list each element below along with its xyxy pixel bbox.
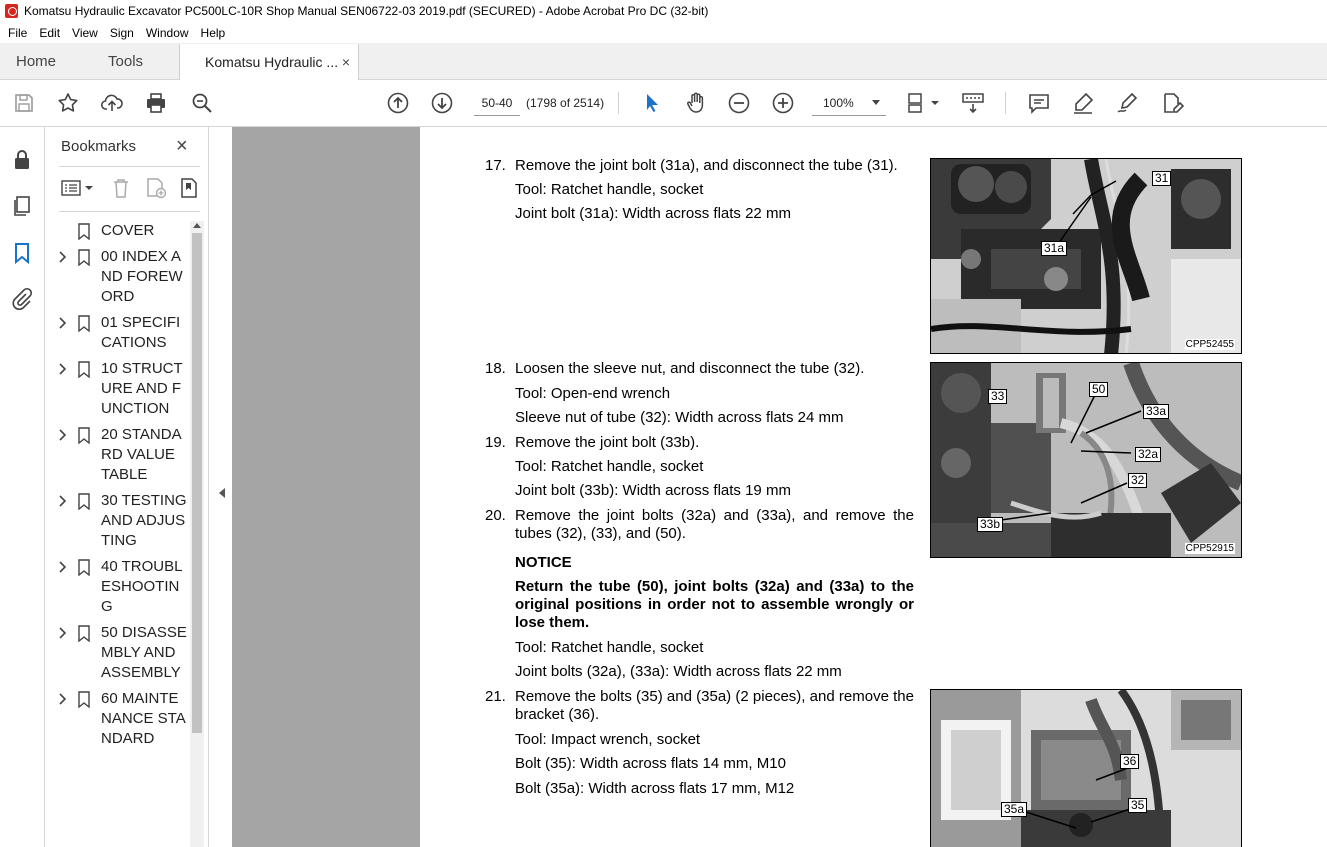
step-18-number: 18. [485, 360, 506, 377]
acrobat-app-icon [5, 4, 18, 18]
divider [59, 166, 200, 167]
toolbar-separator [618, 92, 619, 114]
collapse-panel-icon[interactable] [219, 488, 225, 498]
bookmark-item[interactable] [45, 557, 190, 617]
chevron-right-icon[interactable] [57, 249, 69, 265]
step-17-tool: Tool: Ratchet handle, socket [515, 181, 704, 198]
menu-file[interactable]: File [8, 25, 28, 40]
menu-window[interactable]: Window [145, 25, 189, 40]
chevron-right-icon[interactable] [57, 361, 69, 377]
menu-edit[interactable]: Edit [39, 25, 61, 40]
select-cursor-icon[interactable] [640, 91, 664, 115]
left-nav-rail [0, 127, 45, 847]
next-page-icon[interactable] [430, 91, 454, 115]
callout-32: 32 [1128, 473, 1147, 488]
machine-photo-illustration [931, 690, 1242, 847]
bookmark-item[interactable] [45, 359, 190, 419]
tab-document-label: Komatsu Hydraulic ... [205, 54, 339, 70]
bookmark-ribbon-icon [77, 559, 91, 576]
step-18-tool: Tool: Open-end wrench [515, 385, 671, 402]
bookmarks-title: Bookmarks [61, 138, 137, 155]
bookmark-item[interactable] [45, 689, 190, 749]
bookmark-ribbon-icon [77, 361, 91, 378]
zoom-out-icon[interactable] [727, 91, 751, 115]
tab-bar [0, 43, 1327, 80]
bookmarks-toolbar [59, 175, 204, 201]
step-17-spec: Joint bolt (31a): Width across flats 22 mm [515, 205, 791, 222]
find-bookmark-icon[interactable] [179, 177, 199, 199]
zoom-level-select[interactable] [812, 90, 886, 116]
main-toolbar [0, 80, 1327, 127]
comment-icon[interactable] [1027, 91, 1051, 115]
toolbar-separator [1005, 92, 1006, 114]
pages-thumbnail-icon[interactable] [10, 194, 34, 218]
tab-document[interactable] [179, 44, 359, 80]
bookmark-label: 10 STRUCTURE AND FUNCTION [101, 360, 183, 417]
highlight-pen-icon[interactable] [1071, 91, 1095, 115]
tab-tools[interactable]: Tools [108, 52, 144, 70]
machine-photo-illustration [931, 159, 1242, 354]
page-count: (1798 of 2514) [526, 96, 605, 110]
step-21-spec-2: Bolt (35a): Width across flats 17 mm, M12 [515, 780, 795, 797]
bookmark-ribbon-icon [77, 315, 91, 332]
tab-home[interactable]: Home [16, 52, 57, 70]
bookmark-ribbon-icon [77, 493, 91, 510]
callout-35: 35 [1128, 798, 1147, 813]
chevron-right-icon[interactable] [57, 625, 69, 641]
bookmark-item[interactable] [45, 491, 190, 551]
bookmarks-close-icon[interactable]: × [176, 135, 188, 157]
chevron-down-icon [872, 100, 880, 105]
step-18-text: Loosen the sleeve nut, and disconnect the tube (32). [515, 360, 865, 377]
save-icon[interactable] [12, 91, 36, 115]
callout-33b: 33b [977, 517, 1003, 532]
bookmark-label: COVER [101, 222, 155, 239]
bookmark-ribbon-icon [77, 223, 91, 240]
bookmark-options-icon[interactable] [61, 179, 95, 197]
step-20-text: Remove the joint bolts (32a) and (33a), and remove the tubes (32), (33), and (50). [515, 507, 914, 542]
step-21-text: Remove the bolts (35) and (35a) (2 pieces), and remove the bracket (36). [515, 688, 914, 723]
figure-code: CPP52915 [1185, 543, 1234, 554]
window-title: Komatsu Hydraulic Excavator PC500LC-10R Shop Manual SEN06722-03 2019.pdf (SECURED) - Adobe Acrobat Pro DC (32-bit) [24, 4, 709, 18]
bookmark-item[interactable] [45, 247, 190, 307]
bookmark-ribbon-icon [77, 427, 91, 444]
bookmark-label: 60 MAINTENANCE STANDARD [101, 690, 186, 747]
bookmark-item[interactable] [45, 425, 190, 485]
bookmark-label: 20 STANDARD VALUE TABLE [101, 426, 182, 483]
step-20-spec: Joint bolts (32a), (33a): Width across flats 22 mm [515, 663, 842, 680]
notice-title: NOTICE [515, 554, 572, 571]
menu-sign[interactable]: Sign [109, 25, 134, 40]
chevron-right-icon[interactable] [57, 427, 69, 443]
bookmark-label: 00 INDEX AND FOREWORD [101, 248, 183, 305]
draw-sign-icon[interactable] [1115, 91, 1139, 115]
bookmark-label: 01 SPECIFICATIONS [101, 314, 181, 351]
star-icon[interactable] [56, 91, 80, 115]
previous-page-icon[interactable] [386, 91, 410, 115]
step-21-number: 21. [485, 688, 506, 705]
bookmark-label: 40 TROUBLESHOOTING [101, 558, 183, 615]
callout-35a: 35a [1001, 802, 1027, 817]
bookmark-panel-icon[interactable] [10, 241, 34, 265]
bookmark-item[interactable] [45, 313, 190, 353]
attachment-paperclip-icon[interactable] [10, 287, 34, 311]
menu-help[interactable]: Help [200, 25, 226, 40]
callout-33: 33 [988, 389, 1007, 404]
menu-view[interactable]: View [72, 25, 98, 40]
bookmark-list [45, 221, 190, 847]
callout-33a: 33a [1143, 404, 1169, 419]
callout-32a: 32a [1135, 447, 1161, 462]
title-bar [0, 0, 1327, 22]
step-20-tool: Tool: Ratchet handle, socket [515, 639, 704, 656]
chevron-right-icon[interactable] [57, 315, 69, 331]
zoom-in-icon[interactable] [771, 91, 795, 115]
menu-bar [0, 22, 1327, 43]
bookmark-ribbon-icon [77, 249, 91, 266]
page-number-input[interactable]: 50-40 [474, 90, 520, 116]
zoom-search-icon[interactable] [190, 91, 214, 115]
tab-close-icon[interactable]: × [341, 54, 351, 70]
bookmark-item[interactable] [45, 221, 190, 241]
callout-50: 50 [1089, 382, 1108, 397]
callout-31: 31 [1152, 171, 1171, 186]
lock-icon[interactable] [10, 148, 34, 172]
step-20-number: 20. [485, 507, 506, 524]
step-18-spec: Sleeve nut of tube (32): Width across flats 24 mm [515, 409, 844, 426]
chevron-right-icon[interactable] [57, 691, 69, 707]
bookmark-ribbon-icon [77, 691, 91, 708]
page-fit-icon[interactable] [905, 91, 941, 115]
step-17-text: Remove the joint bolt (31a), and disconnect the tube (31). [515, 157, 898, 174]
step-19-text: Remove the joint bolt (33b). [515, 434, 700, 451]
step-21-tool: Tool: Impact wrench, socket [515, 731, 701, 748]
bookmarks-panel [45, 127, 208, 847]
callout-31a: 31a [1041, 241, 1067, 256]
delete-bookmark-icon[interactable] [111, 177, 131, 199]
step-17-number: 17. [485, 157, 506, 174]
scroll-up-icon[interactable] [193, 223, 201, 228]
step-21-spec-1: Bolt (35): Width across flats 14 mm, M10 [515, 755, 786, 772]
bookmark-label: 30 TESTING AND ADJUSTING [101, 492, 187, 549]
step-19-tool: Tool: Ratchet handle, socket [515, 458, 704, 475]
chevron-right-icon[interactable] [57, 559, 69, 575]
figure-31-photo [930, 158, 1242, 354]
scrollbar-thumb[interactable] [192, 233, 202, 733]
hand-tool-icon[interactable] [684, 91, 708, 115]
divider [59, 211, 200, 212]
step-19-spec: Joint bolt (33b): Width across flats 19 mm [515, 482, 791, 499]
callout-36: 36 [1120, 754, 1139, 769]
step-19-number: 19. [485, 434, 506, 451]
panel-splitter[interactable] [208, 127, 232, 847]
bookmarks-scrollbar[interactable] [190, 221, 204, 847]
bookmark-ribbon-icon [77, 625, 91, 642]
zoom-level-value: 100% [823, 95, 854, 110]
figure-code: CPP52455 [1185, 339, 1234, 350]
bookmark-label: 50 DISASSEMBLY AND ASSEMBLY [101, 624, 187, 681]
scroll-mode-icon[interactable] [961, 91, 985, 115]
fill-sign-icon[interactable] [1160, 91, 1184, 115]
figure-36-photo [930, 689, 1242, 847]
print-icon[interactable] [144, 91, 168, 115]
notice-text: Return the tube (50), joint bolts (32a) and (33a) to the original positions in order not to assemble wrongly or lose them. [515, 578, 914, 631]
chevron-right-icon[interactable] [57, 493, 69, 509]
cloud-upload-icon[interactable] [100, 91, 124, 115]
figure-32-photo [930, 362, 1242, 558]
new-bookmark-icon[interactable] [145, 177, 167, 199]
bookmark-item[interactable] [45, 623, 190, 683]
